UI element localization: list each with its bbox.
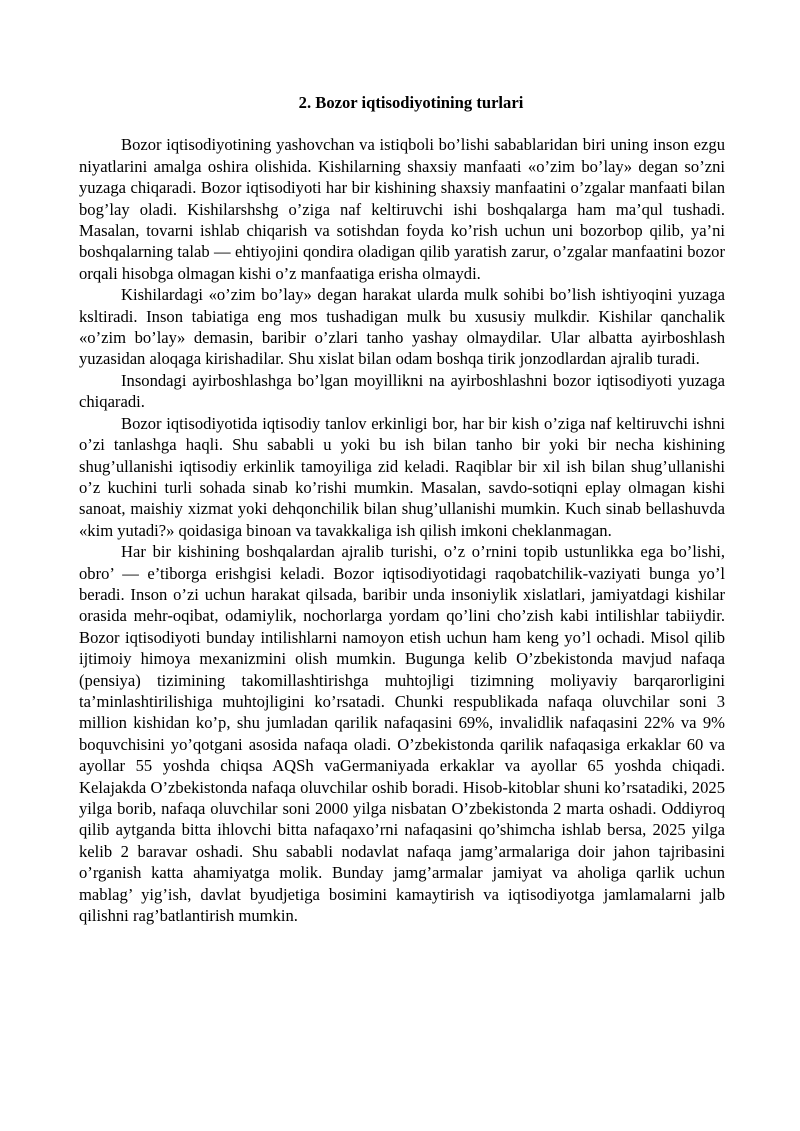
paragraph-1: Bozor iqtisodiyotining yashovchan va istiqboli bo’lishi sabablaridan biri uning inson ezgu niyatlarini amalga oshira olishida. Kishilarning shaxsiy manfaati «o’zim bo’lay» degan so’zni yuzaga chiqaradi. Bozor iqtisodiyoti har bir kishining shaxsiy manfaatini o’zgalar manfaati bilan bog’lay oladi. Kishilarshshg o’ziga naf keltiruvchi ishi boshqalarga ham ma’qul tushadi. Masalan, tovarni ishlab chiqarish va sotishdan foyda ko’rish uchun uni bozorbop qilib, ya’ni boshqalarning talab — ehtiyojini qondira oladigan qilib yaratish zarur, o’zgalar manfaatini bozor orqali hisobga olmagan kishi o’z manfaatiga erisha olmaydi.	[79, 135, 725, 283]
paragraph-3: Insondagi ayirboshlashga bo’lgan moyillikni na ayirboshlashni bozor iqtisodiyoti yuzaga chiqaradi.	[79, 370, 725, 412]
paragraph-4: Bozor iqtisodiyotida iqtisodiy tanlov erkinligi bor, har bir kish o’ziga naf keltiruvchi ishni o’zi tanlashga haqli. Shu sababli u yoki bu ish bilan tanho bir yoki bir necha kishining shug’ullanishi iqtisodiy erkinlik tamoyiliga zid keladi. Raqiblar bir xil ish bilan shug’ullanishi o’z kuchini turli sohada sinab ko’rishi mumkin. Masalan, savdo-sotiqni eplay olmagan kishi sanoat, maishiy xizmat yoki dehqonchilik bilan shug’ullanishi mumkin. Kuch sinab bellashuvda «kim yutadi?» qoidasiga binoan va tavakkaliga ish qilish imkoni cheklanmagan.	[79, 413, 725, 540]
paragraph-5: Har bir kishining boshqalardan ajralib turishi, o’z o’rnini topib ustunlikka ega bo’lishi, obro’ — e’tiborga erishgisi keladi. Bozor iqtisodiyotidagi raqobatchilik-vaziyati bunga yo’l beradi. Inson o’zi uchun harakat qilsada, baribir unda insoniylik xislatlari, jamiyatdagi kishilar orasida mehr-oqibat, odamiylik, nochorlarga yordam qo’lini cho’zish kabi intilishlar tabiiydir. Bozor iqtisodiyoti bunday intilishlarni namoyon etish uchun ham keng yo’l ochadi. Misol qilib ijtimoiy himoya mexanizmini olish mumkin. Bugunga kelib O’zbekistonda mavjud nafaqa (pensiya) tizimining takomillashtirishga muhtojligi tizimning moliyaviy barqarorligini ta’minlashtirilishiga muhtojligini ko’rsatadi. Chunki respublikada nafaqa oluvchilar soni 3 million kishidan ko’p, shu jumladan qarilik nafaqasini 69%, invalidlik nafaqasini 22% va 9% boquvchisini yo’qotgani asosida nafaqa oladi. O’zbekistonda qarilik nafaqasiga erkaklar 60 va ayollar 55 yoshda chiqsa AQSh vaGermaniyada erkaklar va ayollar 65 yoshda chiqadi. Kelajakda O’zbekistonda nafaqa oluvchilar oshib boradi. Hisob-kitoblar shuni ko’rsatadiki, 2025 yilga borib, nafaqa oluvchilar soni 2000 yilga nisbatan O’zbekistonda 2 marta oshadi. Oddiyroq qilib aytganda bitta ihlovchi bitta nafaqaxo’rni nafaqasini qo’shimcha ishlab bersa, 2025 yilga kelib 2 baravar oshadi. Shu sababli nodavlat nafaqa jamg’armalariga doir jahon tajribasini o’rganish katta ahamiyatga molik. Bunday jamg’armalar jamiyat va aholiga qarlik uchun mablag’ yig’ish, davlat byudjetiga bosimini kamaytirish va iqtisodiyotga jamlamalarni jalb qilishni rag’batlantirish mumkin.	[79, 542, 725, 926]
document-page	[79, 92, 725, 926]
section-title: 2. Bozor iqtisodiyotining turlari	[298, 93, 524, 112]
paragraph-2: Kishilardagi «o’zim bo’lay» degan harakat ularda mulk sohibi bo’lish ishtiyoqini yuzaga ksltiradi. Inson tabiatiga eng mos tushadigan mulk bu xususiy mulkdir. Kishilar qanchalik «o’zim bo’lay» demasin, baribir o’zlari tanho yashay olmaydilar. Ular albatta ayirboshlash yuzasidan aloqaga kirishadilar. Shu xislat bilan odam boshqa tirik jonzodlardan ajralib turadi.	[79, 285, 725, 369]
